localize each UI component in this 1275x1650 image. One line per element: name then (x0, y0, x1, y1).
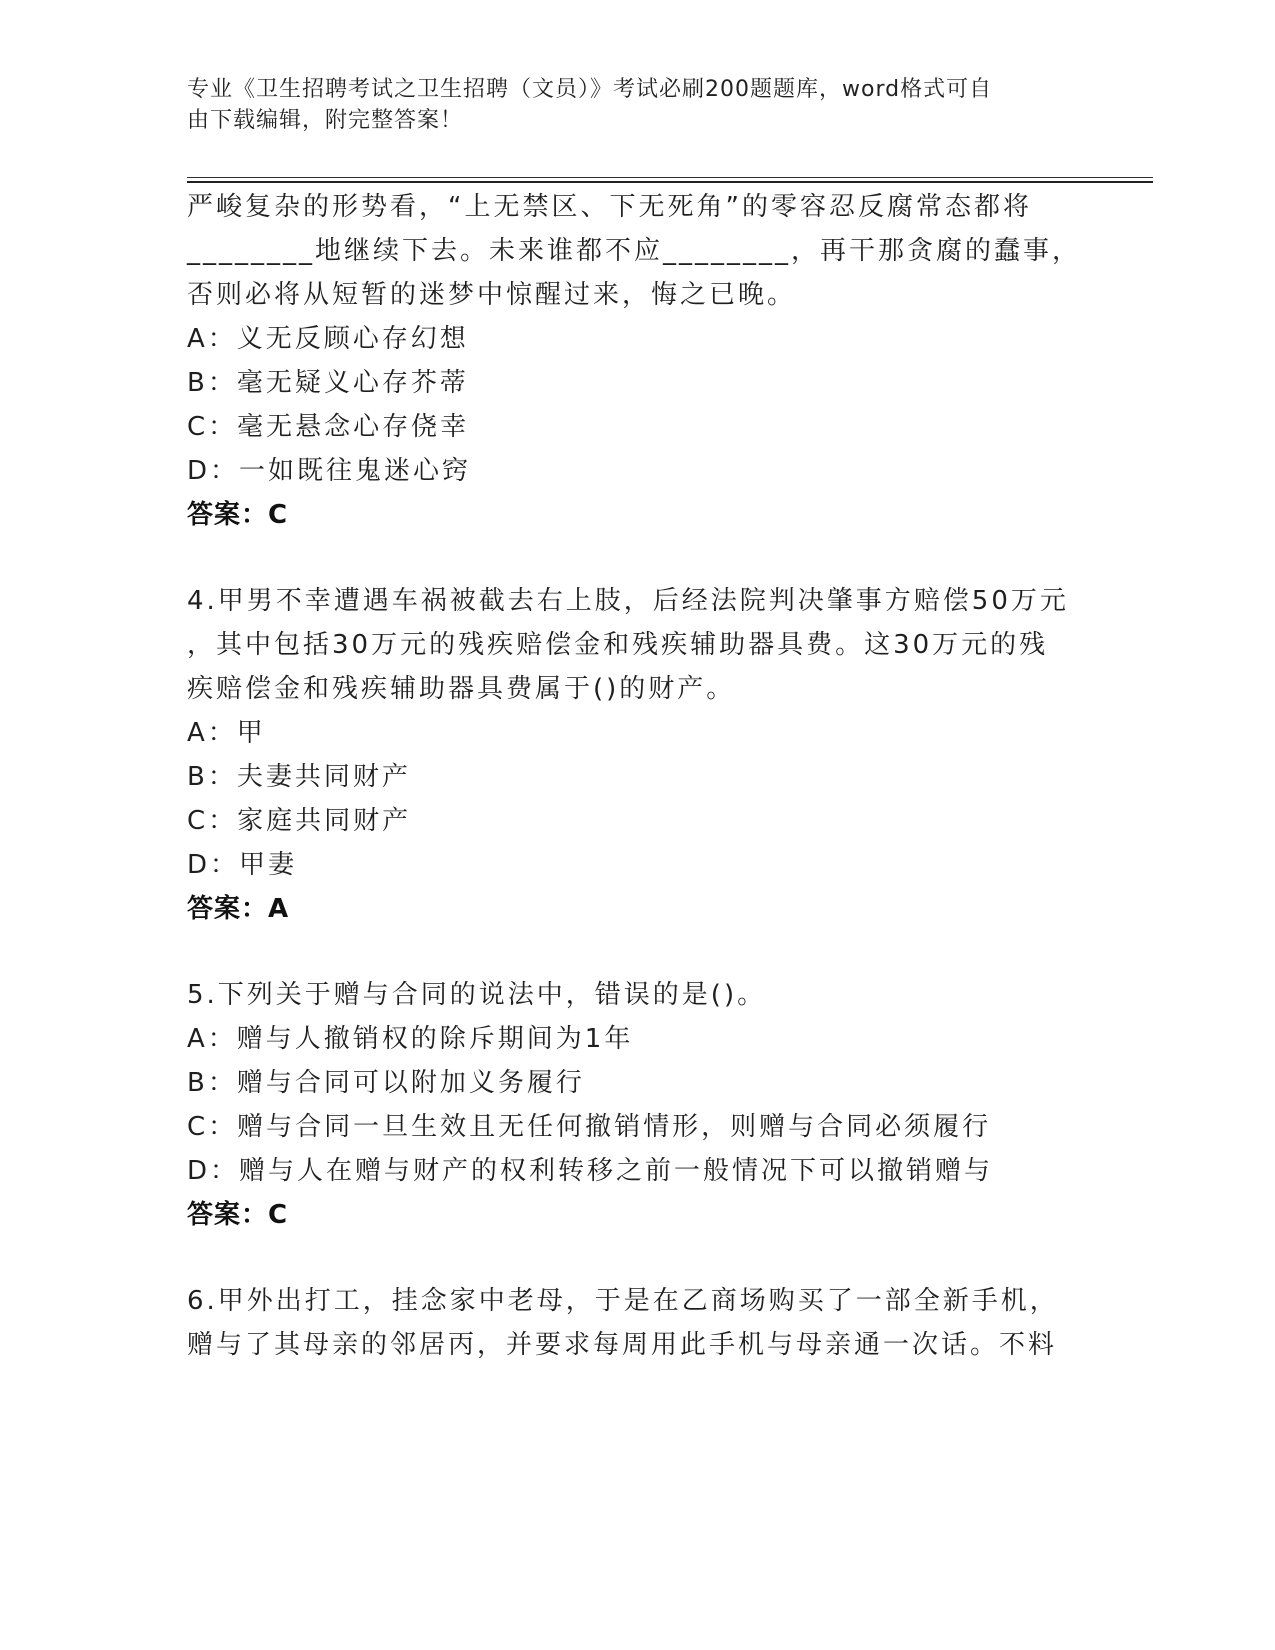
q4-option-b: B：夫妻共同财产 (187, 762, 411, 792)
q4-line-1: 4.甲男不幸遭遇车祸被截去右上肢，后经法院判决肇事方赔偿50万元 (187, 586, 1069, 616)
header-divider-thin (187, 177, 1153, 178)
q4-option-a: A：甲 (187, 718, 266, 748)
q5-option-a: A：赠与人撤销权的除斥期间为1年 (187, 1024, 634, 1054)
q3-line-2: ________地继续下去。未来谁都不应________，再干那贪腐的蠢事， (187, 236, 1082, 266)
q5-answer: 答案：C (187, 1200, 289, 1230)
q4-answer: 答案：A (187, 894, 290, 924)
q3-answer: 答案：C (187, 500, 289, 530)
q3-line-1: 严峻复杂的形势看，“上无禁区、下无死角”的零容忍反腐常态都将 (187, 192, 1032, 222)
q4-line-3: 疾赔偿金和残疾辅助器具费属于()的财产。 (187, 674, 736, 704)
q5-line-1: 5.下列关于赠与合同的说法中，错误的是()。 (187, 980, 767, 1010)
q6-line-2: 赠与了其母亲的邻居丙，并要求每周用此手机与母亲通一次话。不料 (187, 1330, 1058, 1360)
header-line-2: 由下载编辑，附完整答案！ (187, 108, 464, 133)
q5-option-b: B：赠与合同可以附加义务履行 (187, 1068, 585, 1098)
q3-option-d: D：一如既往鬼迷心窍 (187, 456, 472, 486)
q3-option-c: C：毫无悬念心存侥幸 (187, 412, 470, 442)
q4-line-2: ，其中包括30万元的残疾赔偿金和残疾辅助器具费。这30万元的残 (187, 630, 1049, 660)
q3-line-3: 否则必将从短暂的迷梦中惊醒过来，悔之已晚。 (187, 280, 797, 310)
page-header (187, 74, 1067, 136)
q5-option-d: D：赠与人在赠与财产的权利转移之前一般情况下可以撤销赠与 (187, 1156, 994, 1186)
q3-option-b: B：毫无疑义心存芥蒂 (187, 368, 469, 398)
q4-option-c: C：家庭共同财产 (187, 806, 412, 836)
q3-option-a: A：义无反顾心存幻想 (187, 324, 469, 354)
q6-line-1: 6.甲外出打工，挂念家中老母，于是在乙商场购买了一部全新手机， (187, 1286, 1059, 1316)
header-divider-thick (187, 181, 1153, 183)
header-line-1: 专业《卫生招聘考试之卫生招聘（文员）》考试必刷200题题库，word格式可自 (187, 77, 993, 102)
q4-option-d: D：甲妻 (187, 850, 298, 880)
q5-option-c: C：赠与合同一旦生效且无任何撤销情形，则赠与合同必须履行 (187, 1112, 992, 1142)
